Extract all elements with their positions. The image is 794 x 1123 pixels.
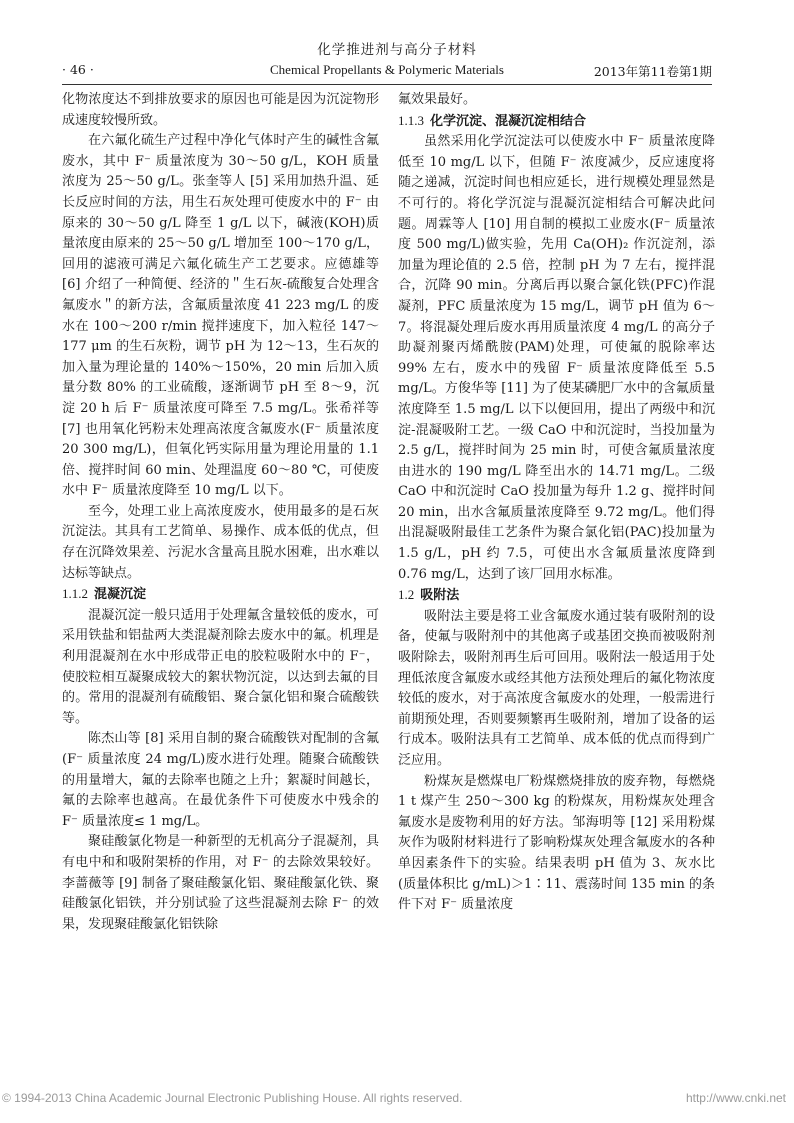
- paragraph: 陈杰山等 [8] 采用自制的聚合硫酸铁对配制的含氟(F⁻ 质量浓度 24 mg/L)废水进行处理。随聚合硫酸铁的用量增大，氟的去除率也随之上升；絮凝时间越长，氟的去除率也越高。在最优条件下可使废水中残余的 F⁻ 质量浓度≤ 1 mg/L。: [62, 731, 379, 829]
- running-header: [62, 62, 712, 82]
- section-title: 吸附法: [420, 588, 460, 604]
- paragraph: 氟效果最好。: [398, 92, 477, 107]
- paragraph: 在六氟化硫生产过程中净化气体时产生的碱性含氟废水，其中 F⁻ 质量浓度为 30～50 g/L，KOH 质量浓度为 25～50 g/L。张奎等人 [5] 采用加热升温、延长反应时间的方法，用生石灰处理可使废水中的 F⁻ 由原来的 30～50 g/L 降至 1 g/L 以下，碱液(KOH)质量浓度由原来的 25～50 g/L 增加至 100～170 g/L，回用的滤液可满足六氟化硫生产工艺要求。应德雄等 [6] 介绍了一种简便、经济的＂生石灰-硫酸复合处理含氟废水＂的新方法，含氟质量浓度 41 223 mg/L 的废水在 100～200 r/min 搅拌速度下，加入粒径 147～177 μm 的生石灰粉，调节 pH 为 12～13，生石灰的加入量为理论量的 140%～150%，20 min 后加入质量分数 80% 的工业硫酸，逐渐调节 pH 至 8～9，沉淀 20 h 后 F⁻ 质量浓度可降至 7.5 mg/L。张希祥等 [7] 也用氧化钙粉末处理高浓度含氟废水(F⁻ 质量浓度 20 300 mg/L)，但氧化钙实际用量为理论用量的 1.1 倍、搅拌时间 60 min、处理温度 60～80 ℃，可使废水中 F⁻ 质量浓度降至 10 mg/L 以下。: [62, 133, 379, 499]
- header-rule: [62, 84, 712, 85]
- issue-info: 2013年第11卷第1期: [593, 64, 712, 79]
- section-number: 1.2: [398, 587, 415, 603]
- section-number: 1.1.3: [398, 112, 424, 128]
- section-title: 混凝沉淀: [94, 587, 147, 603]
- paragraph: 化物浓度达不到排放要求的原因也可能是因为沉淀物形成速度较慢所致。: [62, 92, 379, 128]
- section-heading: [398, 111, 715, 133]
- paragraph: 聚硅酸氯化物是一种新型的无机高分子混凝剂，具有电中和和吸附架桥的作用，对 F⁻ 的去除效果较好。李蔷薇等 [9] 制备了聚硅酸氯化铝、聚硅酸氯化铁、聚硅酸氯化铝铁，并分别试验了这些混凝剂去除 F⁻ 的效果，发现聚硅酸氯化铝铁除: [62, 834, 379, 932]
- journal-title-en: Chemical Propellants & Polymeric Materials: [270, 62, 504, 77]
- section-number: 1.1.2: [62, 586, 88, 602]
- section-heading: [398, 585, 715, 607]
- paragraph: 混凝沉淀一般只适用于处理氟含量较低的废水，可采用铁盐和铝盐两大类混凝剂除去废水中的氟。机理是利用混凝剂在水中形成带正电的胶粒吸附水中的 F⁻，使胶粒相互凝聚成较大的絮状物沉淀，以达到去氟的目的。常用的混凝剂有硫酸铝、聚合氯化铝和聚合硫酸铁等。: [62, 607, 379, 726]
- paragraph: 粉煤灰是燃煤电厂粉煤燃烧排放的废弃物，每燃烧 1 t 煤产生 250～300 kg 的粉煤灰，用粉煤灰处理含氟废水是废物利用的好方法。邹海明等 [12] 采用粉煤灰作为吸附材料进行了影响粉煤灰处理含氟废水的各种单因素条件下的实验。结果表明 pH 值为 3、灰水比(质量体积比 g/mL)＞1∶11、震荡时间 135 min 的条件下对 F⁻ 质量浓度: [398, 773, 715, 913]
- right-column: [398, 90, 715, 916]
- paragraph: 虽然采用化学沉淀法可以使废水中 F⁻ 质量浓度降低至 10 mg/L 以下，但随 F⁻ 浓度减少，反应速度将随之递减，沉淀时间也相应延长，进行规模处理显然是不可行的。将化学沉淀与混凝沉淀相结合可解决此问题。周霖等人 [10] 用自制的模拟工业废水(F⁻ 质量浓度 500 mg/L)做实验，先用 Ca(OH)₂ 作沉淀剂，添加量为理论值的 2.5 倍，控制 pH 为 7 左右，搅拌混合，沉降 90 min。分离后再以聚合氯化铁(PFC)作混凝剂，PFC 质量浓度为 15 mg/L，调节 pH 值为 6～7。将混凝处理后废水再用质量浓度 4 mg/L 的高分子助凝剂聚丙烯酰胺(PAM)处理，可使氟的脱除率达 99% 左右，废水中的残留 F⁻ 质量浓度降低至 5.5 mg/L。方俊华等 [11] 为了使某磷肥厂水中的含氟质量浓度降至 1.5 mg/L 以下以便回用，提出了两级中和沉淀-混凝吸附工艺。一级 CaO 中和沉淀时，当投加量为 2.5 g/L，搅拌时间为 25 min 时，可使含氟质量浓度由进水的 190 mg/L 降至出水的 14.71 mg/L。二级 CaO 中和沉淀时 CaO 投加量为每升 1.2 g、搅拌时间 20 min，出水含氟质量浓度降至 9.72 mg/L。他们得出混凝吸附最佳工艺条件为聚合氯化铝(PAC)投加量为 1.5 g/L，pH 约 7.5，可使出水含氟质量浓度降到 0.76 mg/L，达到了该厂回用水标准。: [398, 134, 715, 582]
- paragraph: 吸附法主要是将工业含氟废水通过装有吸附剂的设备，使氟与吸附剂中的其他离子或基团交换而被吸附剂吸附除去，吸附剂再生后可回用。吸附法一般适用于处理低浓度含氟废水或经其他方法预处理后的氟化物浓度较低的废水，对于高浓度含氟废水的处理，一般需进行前期预处理，否则要频繁再生吸附剂，增加了设备的运行成本。吸附法具有工艺简单、成本低的优点而得到广泛应用。: [398, 608, 715, 768]
- left-column: [62, 90, 379, 935]
- page-number: · 46 ·: [62, 62, 94, 77]
- page-footer: [0, 1091, 794, 1111]
- paragraph: 至今，处理工业上高浓度废水，使用最多的是石灰沉淀法。其具有工艺简单、易操作、成本低的优点，但存在沉降效果差、污泥水含量高且脱水困难，出水难以达标等缺点。: [62, 503, 379, 581]
- journal-title-cn: 化学推进剂与高分子材料: [317, 42, 477, 58]
- section-heading: [62, 584, 379, 606]
- section-title: 化学沉淀、混凝沉淀相结合: [430, 113, 587, 129]
- website-link[interactable]: http://www.cnki.net: [685, 1091, 786, 1105]
- copyright-notice: © 1994-2013 China Academic Journal Electronic Publishing House. All rights reserved.: [2, 1091, 463, 1105]
